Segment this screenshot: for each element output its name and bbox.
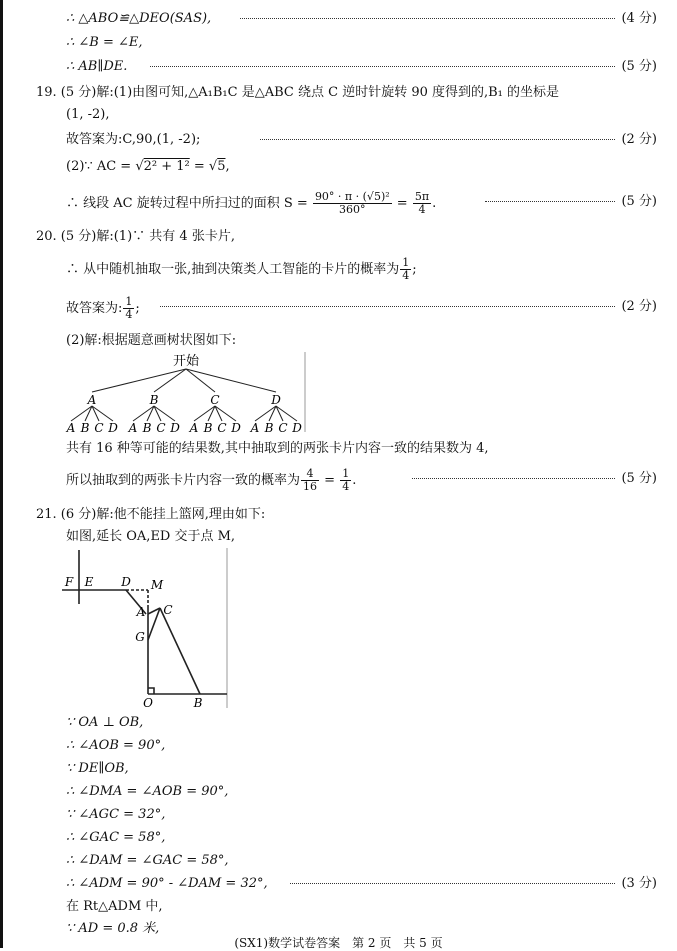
solution-line — [0, 295, 677, 321]
line-text: ∴ AB∥DE. — [66, 59, 128, 74]
fraction: $\frac{1}{4}$ — [125, 295, 133, 321]
line-text: 19. (5 分)解:(1)由图可知,△A₁B₁C 是△ABC 绕点 C 逆时针旋转 90 度得到的,B₁ 的坐标是 — [36, 85, 560, 100]
tree-leaf: D — [292, 421, 302, 434]
line-text: 21. (6 分)解:他不能挂上篮网,理由如下: — [36, 507, 266, 522]
fraction: $\frac{\text{90° · π · (√5)²}}{360^\circ}$ — [314, 190, 390, 216]
point-label-o: O — [143, 696, 153, 710]
line-text: ∵ OA ⊥ OB, — [66, 715, 144, 730]
point-label-b: B — [193, 696, 203, 710]
line-text: ∵ AD = 0.8 米, — [66, 921, 160, 936]
point-label-c: C — [163, 603, 173, 617]
solution-line — [0, 104, 677, 126]
tree-node-c: C — [210, 393, 220, 407]
point-label-d: D — [121, 575, 131, 589]
tree-leaf: A — [66, 421, 76, 434]
solution-line — [0, 256, 677, 282]
figure-lines — [62, 550, 227, 694]
page-footer: (SX1)数学试卷答案 第 2 页 共 5 页 — [234, 936, 443, 950]
tree-leaf: B — [80, 421, 90, 434]
dot-leader — [260, 139, 615, 140]
dot-leader — [412, 478, 615, 479]
tree-leaf: B — [142, 421, 152, 434]
solution-line — [0, 735, 677, 757]
solution-line — [0, 32, 677, 54]
tree-leaf: B — [264, 421, 274, 434]
question-19-line — [0, 82, 677, 104]
formula: ∴ 线段 AC 旋转过程中所扫过的面积 S = $\frac{\text{90° · π · (√5)²}}{360^\circ}$ = $\frac{5\pi}{4}$ . — [66, 190, 437, 216]
tree-branches — [71, 369, 297, 421]
solution-line — [0, 438, 677, 460]
solution-line — [0, 129, 677, 151]
line-text: ∵ DE∥OB, — [66, 761, 129, 776]
question-20-line — [0, 226, 677, 248]
tree-leaf: A — [189, 421, 199, 434]
formula: 所以抽取到的两张卡片内容一致的概率为 $\frac{4}{16}$ = $\frac{1}{4}$ . — [66, 467, 357, 493]
tree-leaf: B — [203, 421, 213, 434]
dot-leader — [160, 306, 615, 307]
solution-line — [0, 156, 677, 178]
tree-leaves — [66, 421, 303, 434]
point-label-m: M — [150, 578, 164, 592]
line-text: 20. (5 分)解:(1)∵ 共有 4 张卡片, — [36, 229, 235, 244]
tree-leaf: D — [170, 421, 180, 434]
solution-line — [0, 467, 677, 493]
tree-leaf: D — [108, 421, 118, 434]
line-text: ∴ ∠ADM = 90° - ∠DAM = 32°, — [66, 876, 268, 891]
solution-line — [0, 526, 677, 548]
dot-leader — [150, 66, 615, 67]
dot-leader — [485, 201, 615, 202]
line-text: ∴ ∠DAM = ∠GAC = 58°, — [66, 853, 229, 868]
geometry-figure — [60, 548, 230, 710]
dot-leader — [290, 883, 615, 884]
tree-node-a: A — [87, 393, 97, 407]
fraction: $\frac{1}{4}$ — [342, 467, 350, 493]
tree-leaf: C — [278, 421, 288, 434]
score-label: (5 分) — [621, 471, 657, 486]
score-label: (5 分) — [621, 194, 657, 209]
line-text: (2)解:根据题意画树状图如下: — [66, 333, 237, 348]
solution-line — [0, 850, 677, 872]
tree-leaf: A — [128, 421, 138, 434]
formula: (2)∵ AC = √2² + 1² = √5, — [66, 159, 230, 174]
line-text: 故答案为:C,90,(1, -2); — [66, 132, 201, 147]
score-label: (2 分) — [621, 299, 657, 314]
tree-leaf: C — [217, 421, 227, 434]
tree-node-d: D — [271, 393, 281, 407]
tree-diagram — [62, 352, 308, 434]
question-21-line — [0, 504, 677, 526]
tree-node-b: B — [149, 393, 159, 407]
line-text: ∴ △ABO≌△DEO(SAS), — [66, 11, 212, 26]
solution-line — [0, 896, 677, 918]
solution-line — [0, 330, 677, 352]
line-text: 共有 16 种等可能的结果数,其中抽取到的两张卡片内容一致的结果数为 4, — [66, 441, 489, 456]
line-text: (1, -2), — [66, 107, 110, 122]
score-label: (2 分) — [621, 132, 657, 147]
tree-level1 — [87, 393, 282, 407]
line-text: ∵ ∠AGC = 32°, — [66, 807, 166, 822]
score-label: (4 分) — [621, 11, 657, 26]
fraction: $\frac{5\pi}{4}$ — [414, 190, 430, 216]
solution-line — [0, 781, 677, 803]
tree-root-label: 开始 — [172, 354, 200, 369]
score-label: (3 分) — [621, 876, 657, 891]
point-label-g: G — [135, 630, 145, 644]
solution-line — [0, 56, 677, 78]
solution-line — [0, 8, 677, 30]
tree-leaf: C — [94, 421, 104, 434]
line-text: 如图,延长 OA,ED 交于点 M, — [66, 529, 236, 544]
solution-line — [0, 190, 677, 216]
line-text: ∴ ∠GAC = 58°, — [66, 830, 166, 845]
solution-line — [0, 712, 677, 734]
point-label-f: F — [64, 575, 74, 589]
dot-leader — [240, 18, 615, 19]
tree-leaf: C — [156, 421, 166, 434]
line-text: ∴ ∠AOB = 90°, — [66, 738, 166, 753]
point-label-e: E — [84, 575, 94, 589]
figure-labels — [64, 575, 203, 710]
tree-leaf: D — [231, 421, 241, 434]
point-label-a: A — [136, 605, 146, 619]
line-text: ∴ ∠DMA = ∠AOB = 90°, — [66, 784, 229, 799]
solution-line — [0, 758, 677, 780]
fraction: $\frac{4}{16}$ — [303, 467, 318, 493]
solution-line — [0, 804, 677, 826]
tree-leaf: A — [250, 421, 260, 434]
line-text: 在 Rt△ADM 中, — [66, 899, 163, 914]
line-text: ∴ ∠B = ∠E, — [66, 35, 143, 50]
solution-line — [0, 827, 677, 849]
score-label: (5 分) — [621, 59, 657, 74]
formula: 故答案为: $\frac{1}{4}$ ; — [66, 295, 140, 321]
fraction: $\frac{1}{4}$ — [402, 256, 410, 282]
formula: ∴ 从中随机抽取一张,抽到决策类人工智能的卡片的概率为 $\frac{1}{4}$ ; — [66, 256, 417, 282]
solution-line — [0, 873, 677, 895]
